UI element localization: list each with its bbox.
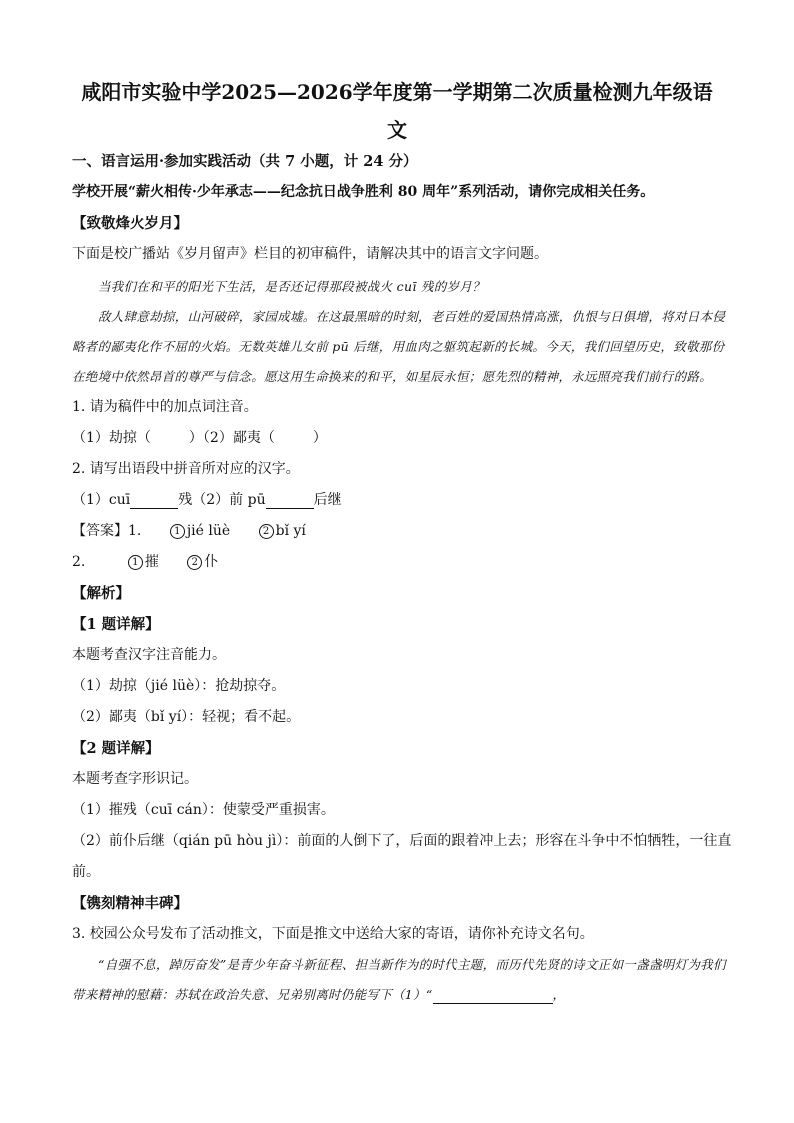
analysis-heading: 【解析】 [72, 585, 130, 602]
circled-number: 1 [170, 524, 185, 539]
title-line-2: 文 [387, 118, 407, 142]
detail-1-desc: 本题考查汉字注音能力。 [72, 647, 226, 663]
circled-number: 2 [259, 524, 274, 539]
answer-blank[interactable] [433, 987, 553, 1004]
page-title [57, 0, 737, 149]
answer-blank[interactable] [266, 492, 314, 509]
detail-2-item-a: （1）摧残（cuī cán）：使蒙受严重损害。 [72, 802, 335, 818]
question-2-items: （1）cuī 残（2）前 pū 后继 [72, 492, 342, 508]
question-2: 2. 请写出语段中拼音所对应的汉字。 [72, 461, 300, 477]
detail-2-desc: 本题考查字形识记。 [72, 771, 198, 787]
subsection-heading-2: 【镌刻精神丰碑】 [72, 895, 188, 912]
message-passage: “自强不息，踔厉奋发”是青少年奋斗新征程、担当新作为的时代主题，而历代先贤的诗文正如一盏盏明灯为我们带来精神的慰藉：苏轼在政治失意、兄弟别离时仍能写下（1）“ ， [72, 957, 726, 1002]
detail-2-item-b: （2）前仆后继（qián pū hòu jì）：前面的人倒下了，后面的跟着冲上去；形容在斗争中不怕牺牲，一往直前。 [72, 833, 732, 880]
detail-1-item-b: （2）鄙夷（bǐ yí）：轻视；看不起。 [72, 709, 301, 725]
detail-1-heading: 【1 题详解】 [72, 616, 160, 633]
detail-2-heading: 【2 题详解】 [72, 740, 160, 757]
question-3: 3. 校园公众号发布了活动推文，下面是推文中送给大家的寄语，请你补充诗文名句。 [72, 926, 594, 942]
circled-number: 2 [187, 555, 202, 570]
radio-passage [72, 272, 732, 392]
passage-para-1: 当我们在和平的阳光下生活，是否还记得那段被战火 cuī 残的岁月？ [98, 279, 485, 294]
circled-number: 1 [128, 555, 143, 570]
answer-1: 【答案】1. 1 jié lüè 2 bǐ yí [72, 523, 306, 539]
subsection-heading: 【致敬烽火岁月】 [72, 215, 188, 232]
activity-intro: 学校开展“薪火相传·少年承志——纪念抗日战争胜利 80 周年”系列活动，请你完成相关任务。 [72, 184, 655, 200]
section-heading: 一、语言运用·参加实践活动（共 7 小题，计 24 分） [72, 153, 418, 170]
answer-2: 2. 1 摧 2 仆 [72, 554, 219, 570]
document-body [72, 146, 732, 1010]
question-1-items: （1）劫掠（ ）（2）鄙夷（ ） [72, 430, 327, 446]
answer-blank[interactable] [130, 492, 178, 509]
passage-para-2: 敌人肆意劫掠，山河破碎，家园成墟。在这最黑暗的时刻，老百姓的爱国热情高涨，仇恨与日俱增，将对日本侵略者的鄙夷化作不屈的火焰。无数英雄儿女前 pū 后继，用血肉之躯筑起新的长城。今天，我们回望历史，致敬那份在绝境中依然昂首的尊严与信念。愿这用生命换来的和平，如星辰永恒；愿先烈的精神，永远照亮我们前行的路。 [72, 309, 726, 384]
detail-1-item-a: （1）劫掠（jié lüè）：抢劫掠夺。 [72, 678, 286, 694]
subsection-desc: 下面是校广播站《岁月留声》栏目的初审稿件，请解决其中的语言文字问题。 [72, 246, 548, 262]
question-1: 1. 请为稿件中的加点词注音。 [72, 399, 258, 415]
title-line-1: 咸阳市实验中学2025—2026学年度第一学期第二次质量检测九年级语 [81, 80, 713, 104]
